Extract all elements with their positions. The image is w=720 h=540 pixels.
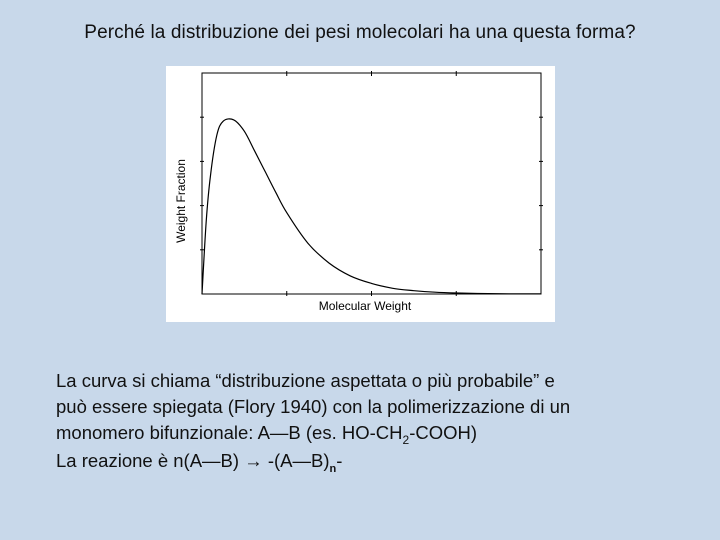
data-point	[201, 293, 202, 294]
series-layer	[201, 119, 541, 295]
data-point	[276, 193, 277, 194]
data-point	[519, 293, 520, 294]
data-point	[265, 172, 266, 173]
weight-distribution-chart	[166, 66, 555, 322]
formula-text: monomero bifunzionale: A—B (es. HO-CH	[56, 422, 403, 443]
data-point	[307, 243, 308, 244]
subscript-n: n	[329, 463, 337, 475]
data-point	[210, 175, 211, 176]
reaction-tail: -	[336, 450, 343, 471]
data-point	[216, 135, 217, 136]
data-point	[413, 290, 414, 291]
formula-tail: -COOH)	[409, 422, 478, 443]
body-line-1: La curva si chiama “distribuzione aspettata o più probabile” e	[56, 370, 555, 391]
data-point	[540, 293, 541, 294]
data-point	[350, 275, 351, 276]
data-point	[435, 292, 436, 293]
series-line-1	[202, 119, 541, 294]
chart-svg	[166, 66, 555, 322]
data-point	[498, 293, 499, 294]
data-point	[233, 119, 234, 120]
reaction-text: La reazione è n(A—B) → -(A—B)	[56, 450, 330, 471]
subscript-2: 2	[402, 433, 410, 447]
axis-ticks	[200, 71, 543, 296]
data-point	[371, 283, 372, 284]
body-line-2: può essere spiegata (Flory 1940) con la polimerizzazione di un	[56, 396, 571, 417]
plot-border	[202, 73, 541, 294]
data-point	[206, 221, 207, 222]
slide-body	[56, 368, 696, 477]
data-point	[477, 293, 478, 294]
x-axis-label: Molecular Weight	[318, 299, 412, 313]
data-point	[392, 288, 393, 289]
data-point	[254, 151, 255, 152]
data-point	[286, 212, 287, 213]
body-line-4	[56, 448, 696, 477]
data-point	[223, 121, 224, 122]
slide-title: Perché la distribuzione dei pesi molecolari ha una questa forma?	[84, 22, 636, 43]
data-point	[329, 263, 330, 264]
plot-frame	[202, 73, 541, 294]
data-point	[244, 131, 245, 132]
body-line-3	[56, 420, 696, 448]
y-axis-label: Weight Fraction	[174, 159, 188, 243]
data-point	[456, 292, 457, 293]
